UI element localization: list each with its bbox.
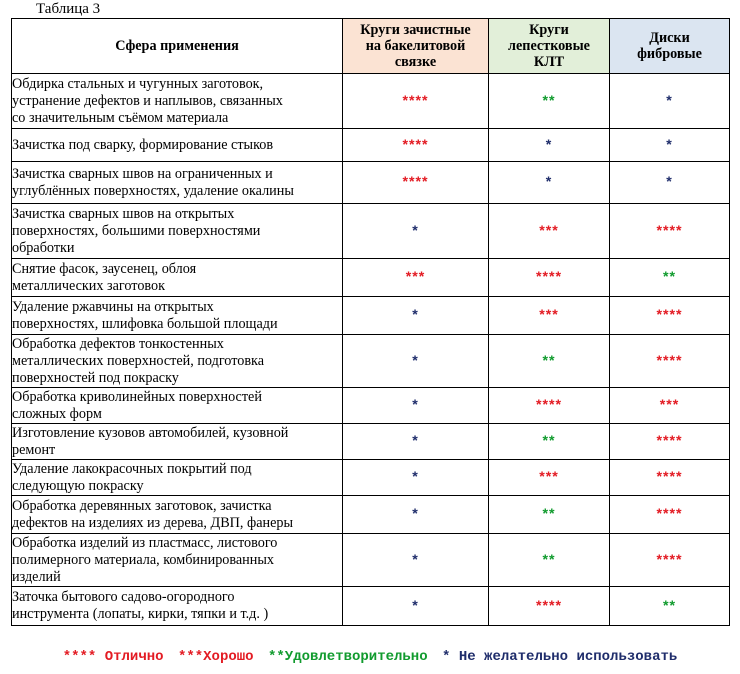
header-flap-line: лепестковые [508, 38, 590, 54]
sphere-cell [12, 129, 343, 162]
sphere-text-line: металлических заготовок [12, 277, 166, 294]
table-row [12, 534, 730, 587]
sphere-text-line: Зачистка сварных швов на ограниченных и [12, 165, 273, 182]
rating-bakelite: * [343, 335, 489, 388]
sphere-text-line: Обработка криволинейных поверхностей [12, 388, 262, 405]
legend-not-recommended: * Не желательно использовать [442, 649, 678, 665]
table-row [12, 129, 730, 162]
rating-bakelite: * [343, 587, 489, 626]
rating-flap: **** [489, 388, 610, 424]
sphere-text-line: поверхностях, шлифовка большой площади [12, 315, 278, 332]
table-body [12, 74, 730, 626]
legend-satisfactory: **Удовлетворительно [267, 649, 428, 665]
table-row [12, 335, 730, 388]
rating-flap: *** [489, 204, 610, 259]
header-fiber-discs [610, 19, 730, 74]
rating-bakelite: *** [343, 259, 489, 297]
rating-flap: *** [489, 297, 610, 335]
rating-flap: * [489, 129, 610, 162]
header-flap-line: КЛТ [533, 54, 565, 70]
rating-bakelite: **** [343, 74, 489, 129]
rating-bakelite: * [343, 534, 489, 587]
rating-fiber: **** [610, 534, 730, 587]
sphere-text-line: сложных форм [12, 405, 102, 422]
table-row [12, 297, 730, 335]
table-row [12, 74, 730, 129]
rating-fiber: * [610, 162, 730, 204]
rating-bakelite: * [343, 388, 489, 424]
rating-bakelite: * [343, 204, 489, 259]
rating-flap: * [489, 162, 610, 204]
header-bakelite-line: на бакелитовой [365, 38, 466, 54]
rating-fiber: **** [610, 335, 730, 388]
sphere-cell [12, 259, 343, 297]
sphere-text-line: полимерного материала, комбинированных [12, 551, 274, 568]
sphere-text-line: устранение дефектов и наплывов, связанных [12, 92, 283, 109]
rating-flap: ** [489, 534, 610, 587]
sphere-text-line: Удаление лакокрасочных покрытий под [12, 460, 252, 477]
table-row [12, 388, 730, 424]
header-fiber-line: фибровые [637, 46, 702, 62]
sphere-text-line: Снятие фасок, заусенец, облоя [12, 260, 197, 277]
header-row [12, 19, 730, 74]
rating-fiber: **** [610, 297, 730, 335]
sphere-text-line: Обработка дефектов тонкостенных [12, 335, 224, 352]
sphere-text-line: Обработка изделий из пластмасс, листового [12, 534, 278, 551]
sphere-text-line: металлических поверхностей, подготовка [12, 352, 264, 369]
sphere-text-line: Заточка бытового садово-огородного [12, 589, 235, 605]
rating-bakelite: * [343, 297, 489, 335]
sphere-text-line: обработки [12, 239, 75, 256]
sphere-text-line: Удаление ржавчины на открытых [12, 298, 214, 315]
sphere-text-line: ремонт [12, 441, 56, 458]
sphere-cell [12, 74, 343, 129]
rating-fiber: **** [610, 204, 730, 259]
header-sphere: Сфера применения [12, 19, 343, 74]
sphere-text-line: Зачистка сварных швов на открытых [12, 205, 235, 222]
table-row [12, 204, 730, 259]
table-row [12, 496, 730, 534]
legend-good: ***Хорошо [177, 649, 254, 665]
table-row [12, 424, 730, 460]
sphere-cell [12, 162, 343, 204]
table-row [12, 259, 730, 297]
rating-flap: **** [489, 587, 610, 626]
rating-fiber: ** [610, 587, 730, 626]
sphere-text-line: инструмента (лопаты, кирки, тяпки и т.д. ) [12, 606, 269, 622]
rating-flap: ** [489, 335, 610, 388]
sphere-text-line: дефектов на изделиях из дерева, ДВП, фанеры [12, 514, 294, 531]
sphere-text-line: поверхностей под покраску [12, 369, 179, 386]
sphere-text-line: Зачистка под сварку, формирование стыков [12, 136, 274, 153]
rating-fiber: ** [610, 259, 730, 297]
sphere-cell [12, 424, 343, 460]
sphere-text-line: изделий [12, 568, 61, 585]
sphere-cell [12, 460, 343, 496]
rating-bakelite: **** [343, 129, 489, 162]
header-fiber-line: Диски [649, 30, 690, 46]
sphere-text-line: Обдирка стальных и чугунных заготовок, [12, 75, 264, 92]
rating-flap: **** [489, 259, 610, 297]
table-row [12, 162, 730, 204]
rating-fiber: **** [610, 460, 730, 496]
header-flap-line: Круги [529, 22, 569, 38]
rating-fiber: **** [610, 496, 730, 534]
header-bakelite-wheels [343, 19, 489, 74]
sphere-cell [12, 496, 343, 534]
table-row [12, 587, 730, 626]
rating-fiber: **** [610, 424, 730, 460]
sphere-cell [12, 388, 343, 424]
rating-fiber: *** [610, 388, 730, 424]
sphere-text-line: со значительным съёмом материала [12, 109, 229, 126]
rating-flap: ** [489, 424, 610, 460]
rating-fiber: * [610, 129, 730, 162]
rating-fiber: * [610, 74, 730, 129]
sphere-text-line: следующую покраску [12, 477, 144, 494]
sphere-cell [12, 297, 343, 335]
rating-flap: ** [489, 496, 610, 534]
legend-excellent: **** Отлично [62, 649, 164, 665]
rating-bakelite: * [343, 460, 489, 496]
sphere-text-line: Изготовление кузовов автомобилей, кузовной [12, 424, 289, 441]
sphere-text-line: Обработка деревянных заготовок, зачистка [12, 497, 272, 514]
header-bakelite-line: Круги зачистные [360, 22, 471, 38]
rating-bakelite: **** [343, 162, 489, 204]
rating-bakelite: * [343, 496, 489, 534]
rating-flap: *** [489, 460, 610, 496]
sphere-cell [12, 534, 343, 587]
header-flap-wheels [489, 19, 610, 74]
table-row [12, 460, 730, 496]
rating-flap: ** [489, 74, 610, 129]
rating-bakelite: * [343, 424, 489, 460]
sphere-text-line: поверхностях, большими поверхностями [12, 222, 261, 239]
application-table [11, 18, 730, 626]
sphere-cell [12, 335, 343, 388]
sphere-text-line: углублённых поверхностях, удаление окалины [12, 182, 294, 199]
header-bakelite-line: связке [394, 54, 437, 70]
table-caption: Таблица 3 [36, 1, 101, 17]
legend [0, 648, 740, 666]
sphere-cell [12, 204, 343, 259]
sphere-cell [12, 587, 343, 626]
